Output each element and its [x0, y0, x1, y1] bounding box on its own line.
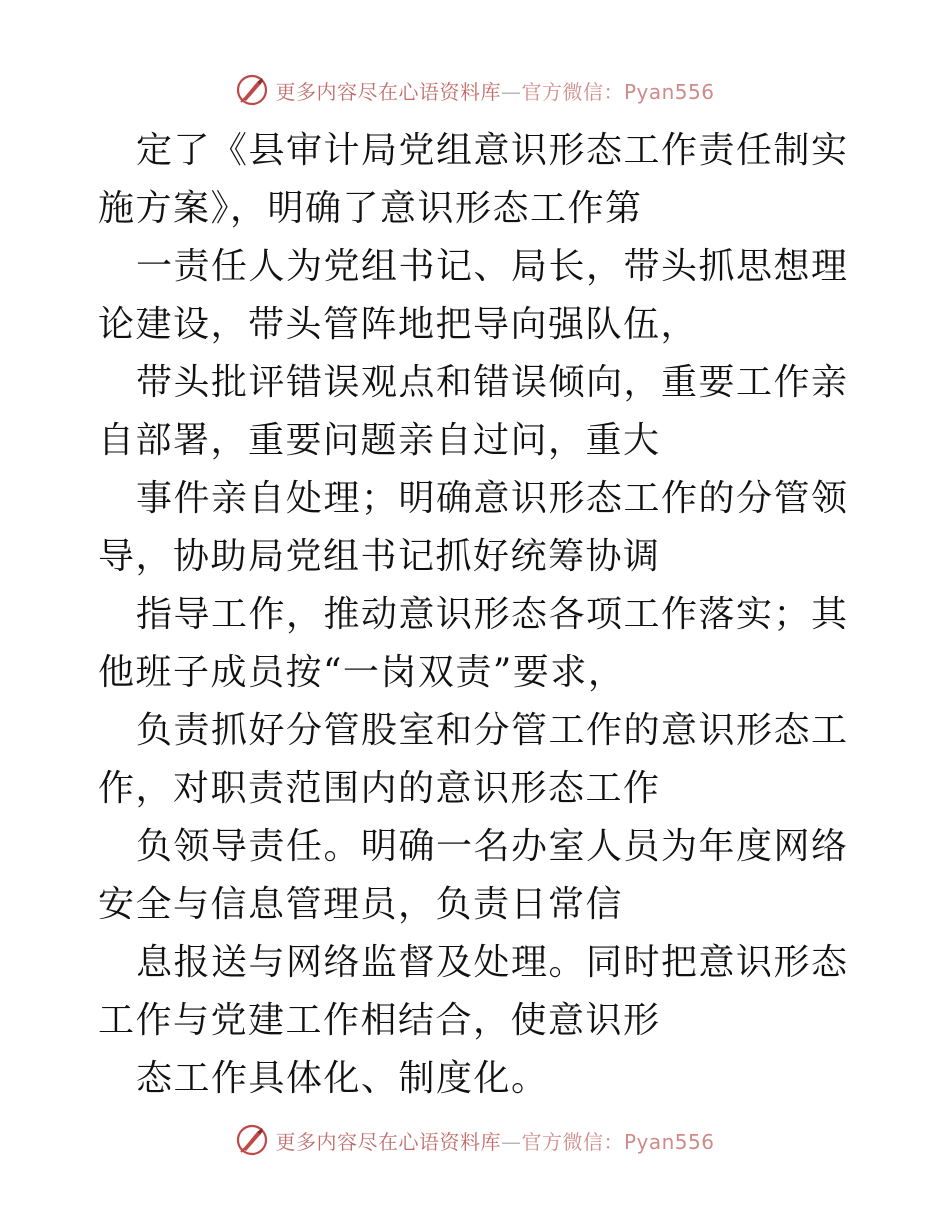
paragraph: [98, 934, 858, 1050]
paragraph-line: 协助局党组书记抓好统筹协调: [173, 536, 661, 577]
paragraph-line: 息报送与网络监督及处理。同时把意识形态工作: [98, 942, 849, 1041]
paragraph-line: 定了《县审计局党组意识形态工作责任制实施方: [98, 130, 849, 229]
paragraph-line: 指导工作，推动意识形态各项工作落实；其他班: [98, 594, 849, 693]
quill-pen-logo-icon: [235, 1123, 269, 1157]
paragraph: [98, 1050, 858, 1108]
paragraph-line: 与党建工作相结合，使意识形: [173, 1000, 661, 1041]
paragraph-line: 事件亲自处理；明确意识形态工作的分管领导，: [98, 478, 849, 577]
paragraph: [98, 818, 858, 934]
banner-separator: —: [500, 1129, 522, 1154]
paragraph-line: 与信息管理员，负责日常信: [173, 884, 624, 925]
paragraph: [98, 470, 858, 586]
quill-pen-logo-icon: [235, 73, 269, 107]
paragraph-line: 设，带头管阵地把导向强队伍，: [173, 304, 699, 345]
paragraph: [98, 238, 858, 354]
banner-main-text: 更多内容尽在心语资料库: [275, 79, 501, 104]
footer-banner: [0, 1120, 950, 1160]
banner-text: [275, 1126, 714, 1155]
paragraph: [98, 122, 858, 238]
paragraph-line: 案》，明确了意识形态工作第: [173, 188, 643, 229]
banner-text: [275, 76, 714, 105]
paragraph: [98, 586, 858, 702]
paragraph-line: 子成员按“一岗双责”要求，: [173, 652, 626, 693]
paragraph-line: 带头批评错误观点和错误倾向，重要工作亲自部: [98, 362, 849, 461]
banner-contact: 官方微信：Pyan556: [521, 1129, 715, 1154]
banner-contact: 官方微信：Pyan556: [521, 79, 715, 104]
paragraph-line: 对职责范围内的意识形态工作: [173, 768, 661, 809]
paragraph-line: 署，重要问题亲自过问，重大: [173, 420, 661, 461]
paragraph-line: 负责抓好分管股室和分管工作的意识形态工作，: [98, 710, 849, 809]
paragraph-line: 一责任人为党组书记、局长，带头抓思想理论建: [98, 246, 849, 345]
header-banner: [0, 70, 950, 110]
paragraph-line: 态工作具体化、制度化。: [136, 1058, 549, 1099]
banner-main-text: 更多内容尽在心语资料库: [275, 1129, 501, 1154]
banner-separator: —: [500, 79, 522, 104]
document-body: [98, 122, 858, 1108]
paragraph: [98, 354, 858, 470]
paragraph: [98, 702, 858, 818]
paragraph-line: 负领导责任。明确一名办室人员为年度网络安全: [98, 826, 849, 925]
